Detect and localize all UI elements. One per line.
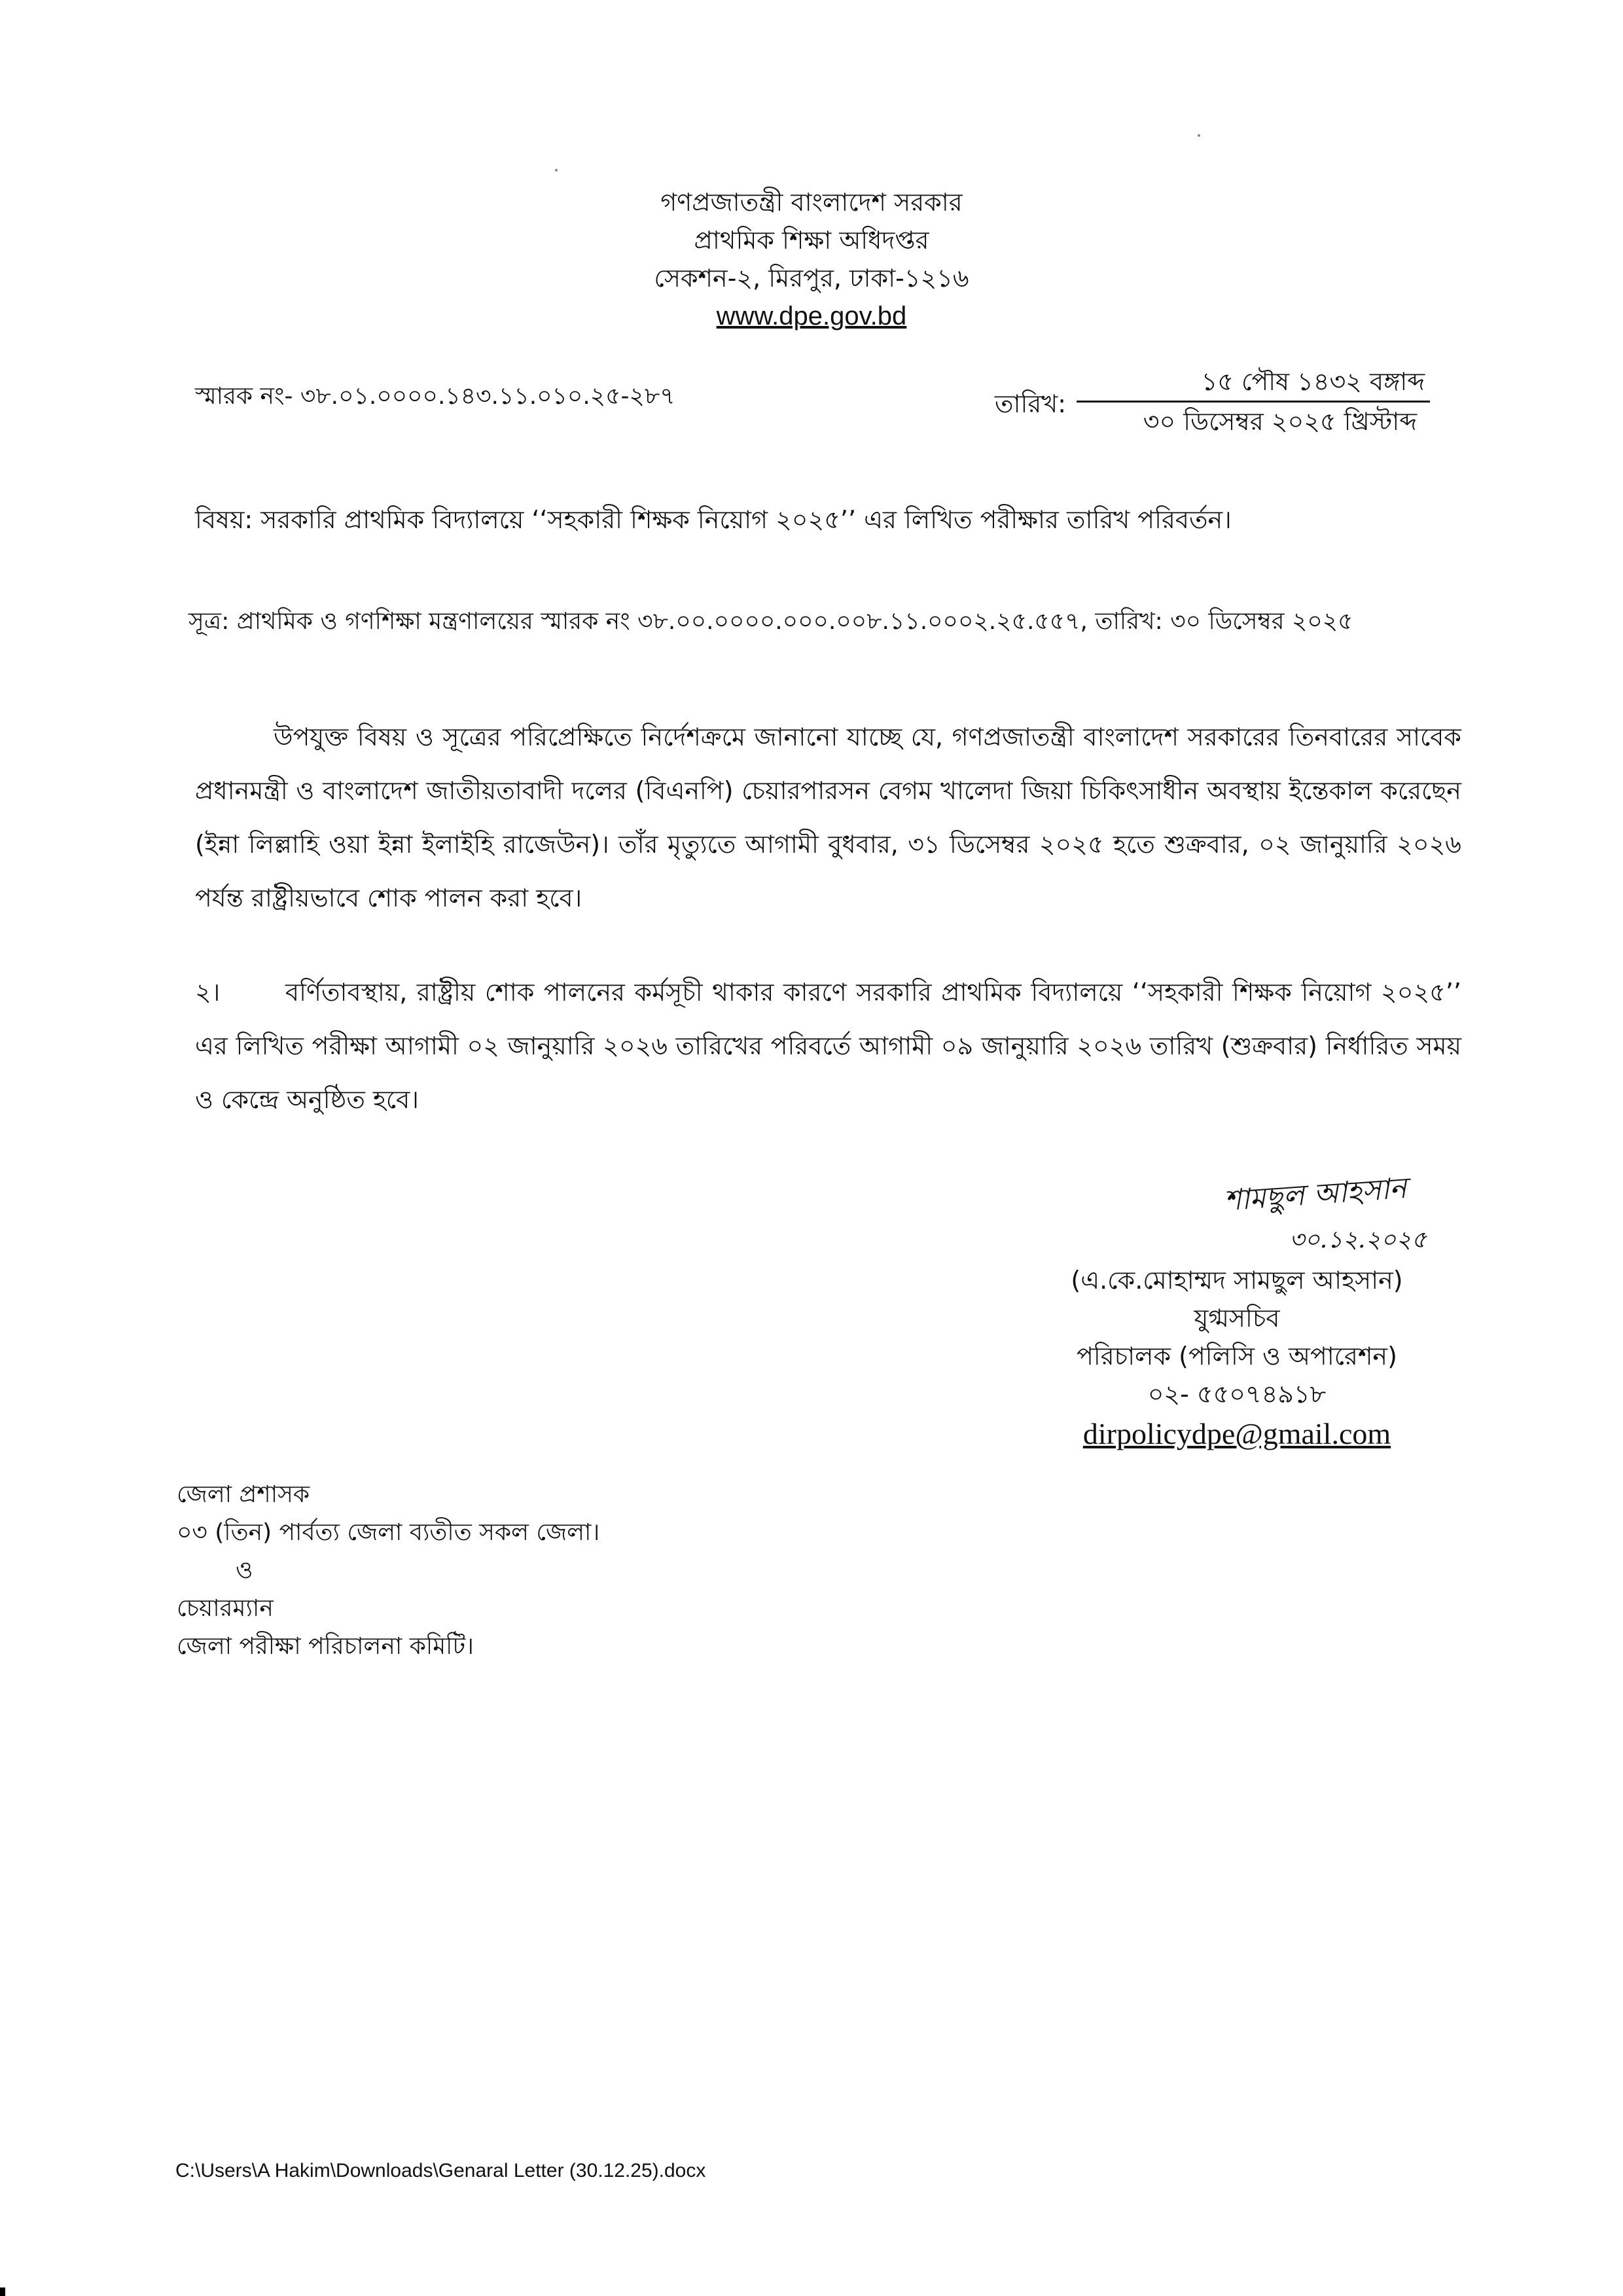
recipient-title-1: জেলা প্রশাসক [177,1481,310,1508]
signature-block [1021,1171,1453,1455]
signatory-email-link[interactable]: dirpolicydpe@gmail.com [1082,1417,1391,1450]
department-name: প্রাথমিক শিক্ষা অধিদপ্তর [694,226,929,255]
date-block [1077,365,1430,438]
government-name: গণপ্রজাতন্ত্রী বাংলাদেশ সরকার [660,188,963,217]
website-link[interactable]: www.dpe.gov.bd [716,302,907,331]
signatory-name: (এ.কে.মোহাম্মদ সামছুল আহসান) [1071,1266,1403,1295]
recipient-scope-2: জেলা পরীক্ষা পরিচালনা কমিটি। [177,1633,474,1660]
subject-line: বিষয়: সরকারি প্রাথমিক বিদ্যালয়ে ‘‘সহকারী শিক্ষক নিয়োগ ২০২৫’’ এর লিখিত পরীক্ষার তারিখ পরিবর্তন। [195,505,1232,534]
paragraph-2-number: ২। [195,978,221,1007]
handwritten-signature: শামছুল আহসান [1222,1171,1408,1218]
paragraph-2-text: বর্ণিতাবস্থায়, রাষ্ট্রীয় শোক পালনের কর্মসূচী থাকার কারণে সরকারি প্রাথমিক বিদ্যালয়ে ‘‘সহকারী শিক্ষক নিয়োগ ২০২৫’’ এর লিখিত পরীক্ষা আগামী ০২ জানুয়ারি ২০২৬ তারিখের পরিবর্তে আগামী ০৯ জানুয়ারি ২০২৬ তারিখ (শুক্রবার) নির্ধারিত সময় ও কেন্দ্রে অনুষ্ঠিত হবে। [195,978,1461,1114]
paragraph-1-text: উপযুক্ত বিষয় ও সূত্রের পরিপ্রেক্ষিতে নির্দেশক্রমে জানানো যাচ্ছে যে, গণপ্রজাতন্ত্রী বাংলাদেশ সরকারের তিনবারের সাবেক প্রধানমন্ত্রী ও বাংলাদেশ জাতীয়তাবাদী দলের (বিএনপি) চেয়ারপারসন বেগম খালেদা জিয়া চিকিৎসাধীন অবস্থায় ইন্তেকাল করেছেন (ইন্না লিল্লাহি ওয়া ইন্না ইলাইহি রাজেউন)। তাঁর মৃত্যুতে আগামী বুধবার, ৩১ ডিসেম্বর ২০২৫ হতে শুক্রবার, ০২ জানুয়ারি ২০২৬ পর্যন্ত রাষ্ট্রীয়ভাবে শোক পালন করা হবে। [195,723,1461,912]
date-divider [1077,401,1430,403]
reference-line: সূত্র: প্রাথমিক ও গণশিক্ষা মন্ত্রণালয়ের স্মারক নং ৩৮.০০.০০০০.০০০.০০৮.১১.০০০২.২৫.৫৫৭, তারিখ: ৩০ ডিসেম্বর ২০২৫ [188,608,1353,635]
recipient-title-2: চেয়ারম্যান [177,1595,274,1622]
recipients-block [177,1476,599,1666]
recipient-scope-1: ০৩ (তিন) পার্বত্য জেলা ব্যতীত সকল জেলা। [177,1519,600,1546]
body-paragraph-1 [195,710,1461,925]
body-paragraph-2 [195,965,1461,1126]
date-bangla: ১৫ পৌষ ১৪৩২ বঙ্গাব্দ [1201,367,1425,396]
signature-date: ৩০.১২.২০২৫ [1289,1227,1427,1253]
date-label: তারিখ: [995,389,1067,418]
letterhead [0,183,1623,335]
signatory-role: পরিচালক (পলিসি ও অপারেশন) [1077,1342,1397,1371]
date-gregorian: ৩০ ডিসেম্বর ২০২৫ খ্রিস্টাব্দ [1143,407,1417,436]
signatory-designation: যুগ্মসচিব [1194,1304,1280,1333]
scan-speck [555,169,558,171]
signatory-phone: ০২- ৫৫০৭৪৯১৮ [1147,1380,1327,1408]
recipient-conjunction: ও [236,1557,253,1584]
scan-speck [1198,134,1200,137]
scan-corner-mark [0,2287,5,2296]
memo-number: স্মারক নং- ৩৮.০১.০০০০.১৪৩.১১.০১০.২৫-২৮৭ [195,383,675,410]
footer-file-path: C:\Users\A Hakim\Downloads\Genaral Letter (30.12.25).docx [175,2160,706,2181]
office-address: সেকশন-২, মিরপুর, ঢাকা-১২১৬ [654,264,969,293]
